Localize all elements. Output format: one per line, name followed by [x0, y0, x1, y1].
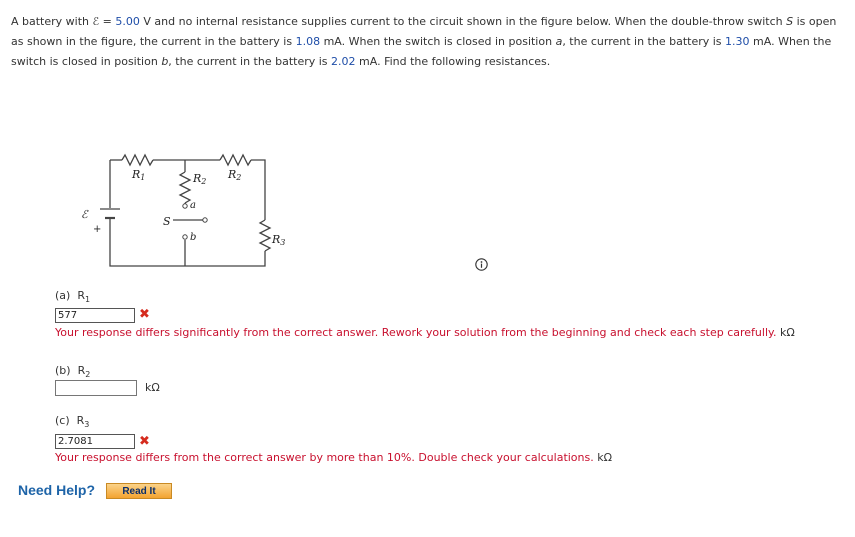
r2-right-label: R2 — [228, 168, 242, 182]
part-b-label: (b) $R_2$ — [55, 364, 91, 380]
part-a-label: (a) $R_1$ — [55, 289, 91, 305]
emf-label: ℰ — [81, 208, 88, 221]
need-help-label: Need Help? — [18, 482, 96, 498]
part-a-feedback: Your response differs significantly from the correct answer. Rework your solution from the beginning and check each step carefully. kΩ — [55, 326, 795, 339]
r1-answer-input[interactable]: 577 — [55, 308, 135, 323]
contact-b-label: b — [190, 232, 197, 243]
info-icon[interactable] — [475, 258, 488, 271]
current-b-value: 2.02 — [331, 55, 356, 68]
problem-statement: A battery with ℰ = 5.00 V and no internal resistance supplies current to the circuit shown in the figure below. When the double-throw switch S is open as shown in the figure, the current in the battery is 1.08 mA. When the switch is closed in position a, the current in the battery is 1.30 mA. When the switch is closed in position b, the current in the battery is 2.02 mA. Find the following resistances. — [11, 15, 837, 68]
x-mark-icon: ✖ — [139, 434, 150, 449]
switch-label: S — [163, 215, 171, 228]
part-b-unit: kΩ — [145, 381, 160, 394]
r2-answer-input[interactable] — [55, 380, 137, 396]
x-mark-icon: ✖ — [139, 307, 150, 322]
contact-a-label: a — [190, 200, 196, 211]
plus-label: + — [93, 224, 102, 235]
current-open-value: 1.08 — [295, 35, 321, 48]
current-a-value: 1.30 — [725, 35, 750, 48]
r2-left-label: R2 — [193, 172, 207, 186]
r3-label: R3 — [272, 233, 286, 247]
circuit-diagram — [60, 140, 300, 275]
read-it-button[interactable]: Read It — [106, 483, 172, 499]
part-c-label: (c) $R_3$ — [55, 414, 90, 430]
r3-answer-input[interactable]: 2.7081 — [55, 434, 135, 449]
part-c-feedback: Your response differs from the correct answer by more than 10%. Double check your calculations. kΩ — [55, 451, 613, 464]
r1-label: R1 — [132, 168, 146, 182]
emf-value: 5.00 — [115, 15, 140, 28]
